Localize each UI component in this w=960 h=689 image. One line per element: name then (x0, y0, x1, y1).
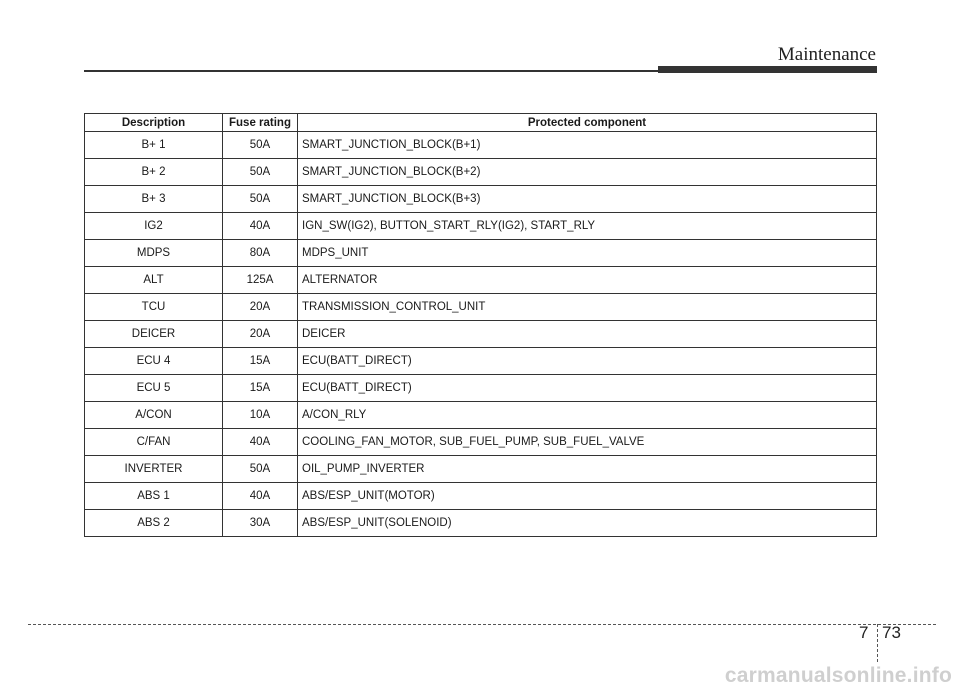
cell-fuse-rating: 125A (223, 267, 298, 294)
cell-description: ALT (85, 267, 223, 294)
table-row (85, 375, 877, 402)
cell-protected-component: ALTERNATOR (298, 267, 877, 294)
cell-description: A/CON (85, 402, 223, 429)
cell-description: B+ 2 (85, 159, 223, 186)
cell-fuse-rating: 15A (223, 348, 298, 375)
watermark-text: carmanualsonline.info (724, 664, 952, 687)
cell-protected-component: TRANSMISSION_CONTROL_UNIT (298, 294, 877, 321)
fuse-table-body (85, 132, 877, 537)
cell-fuse-rating: 40A (223, 213, 298, 240)
table-row (85, 483, 877, 510)
cell-fuse-rating: 10A (223, 402, 298, 429)
column-header-protected-component: Protected component (298, 114, 877, 132)
cell-description: DEICER (85, 321, 223, 348)
cell-protected-component: A/CON_RLY (298, 402, 877, 429)
cell-protected-component: DEICER (298, 321, 877, 348)
fuse-table (84, 113, 877, 537)
table-row (85, 348, 877, 375)
cell-description: TCU (85, 294, 223, 321)
cell-description: B+ 1 (85, 132, 223, 159)
table-row (85, 429, 877, 456)
cell-protected-component: ECU(BATT_DIRECT) (298, 375, 877, 402)
cell-fuse-rating: 20A (223, 321, 298, 348)
cell-description: C/FAN (85, 429, 223, 456)
cell-fuse-rating: 40A (223, 429, 298, 456)
cell-protected-component: SMART_JUNCTION_BLOCK(B+2) (298, 159, 877, 186)
cell-protected-component: IGN_SW(IG2), BUTTON_START_RLY(IG2), START_RLY (298, 213, 877, 240)
cell-fuse-rating: 50A (223, 132, 298, 159)
column-header-fuse-rating: Fuse rating (223, 114, 298, 132)
table-row (85, 240, 877, 267)
header-rule-bar (658, 66, 877, 73)
table-row (85, 510, 877, 537)
cell-description: ECU 4 (85, 348, 223, 375)
cell-description: ABS 2 (85, 510, 223, 537)
footer-divider (877, 624, 878, 662)
cell-description: MDPS (85, 240, 223, 267)
cell-protected-component: ABS/ESP_UNIT(MOTOR) (298, 483, 877, 510)
table-row (85, 159, 877, 186)
cell-fuse-rating: 50A (223, 159, 298, 186)
cell-protected-component: MDPS_UNIT (298, 240, 877, 267)
cell-fuse-rating: 20A (223, 294, 298, 321)
table-row (85, 402, 877, 429)
cell-protected-component: SMART_JUNCTION_BLOCK(B+1) (298, 132, 877, 159)
cell-protected-component: ECU(BATT_DIRECT) (298, 348, 877, 375)
cell-description: B+ 3 (85, 186, 223, 213)
table-row (85, 294, 877, 321)
cell-fuse-rating: 30A (223, 510, 298, 537)
table-row (85, 186, 877, 213)
page-number: 73 (882, 623, 901, 642)
table-header-row (85, 114, 877, 132)
cell-protected-component: OIL_PUMP_INVERTER (298, 456, 877, 483)
cell-fuse-rating: 50A (223, 456, 298, 483)
footer-rule (28, 624, 936, 625)
cell-description: INVERTER (85, 456, 223, 483)
cell-description: ECU 5 (85, 375, 223, 402)
header-rule (84, 70, 734, 72)
cell-protected-component: SMART_JUNCTION_BLOCK(B+3) (298, 186, 877, 213)
column-header-description: Description (85, 114, 223, 132)
table-row (85, 213, 877, 240)
cell-description: ABS 1 (85, 483, 223, 510)
cell-description: IG2 (85, 213, 223, 240)
cell-fuse-rating: 80A (223, 240, 298, 267)
cell-fuse-rating: 40A (223, 483, 298, 510)
chapter-number: 7 (859, 623, 869, 642)
table-row (85, 132, 877, 159)
cell-protected-component: ABS/ESP_UNIT(SOLENOID) (298, 510, 877, 537)
table-row (85, 456, 877, 483)
cell-protected-component: COOLING_FAN_MOTOR, SUB_FUEL_PUMP, SUB_FUEL_VALVE (298, 429, 877, 456)
cell-fuse-rating: 50A (223, 186, 298, 213)
cell-fuse-rating: 15A (223, 375, 298, 402)
table-row (85, 267, 877, 294)
table-row (85, 321, 877, 348)
section-title: Maintenance (777, 44, 876, 65)
